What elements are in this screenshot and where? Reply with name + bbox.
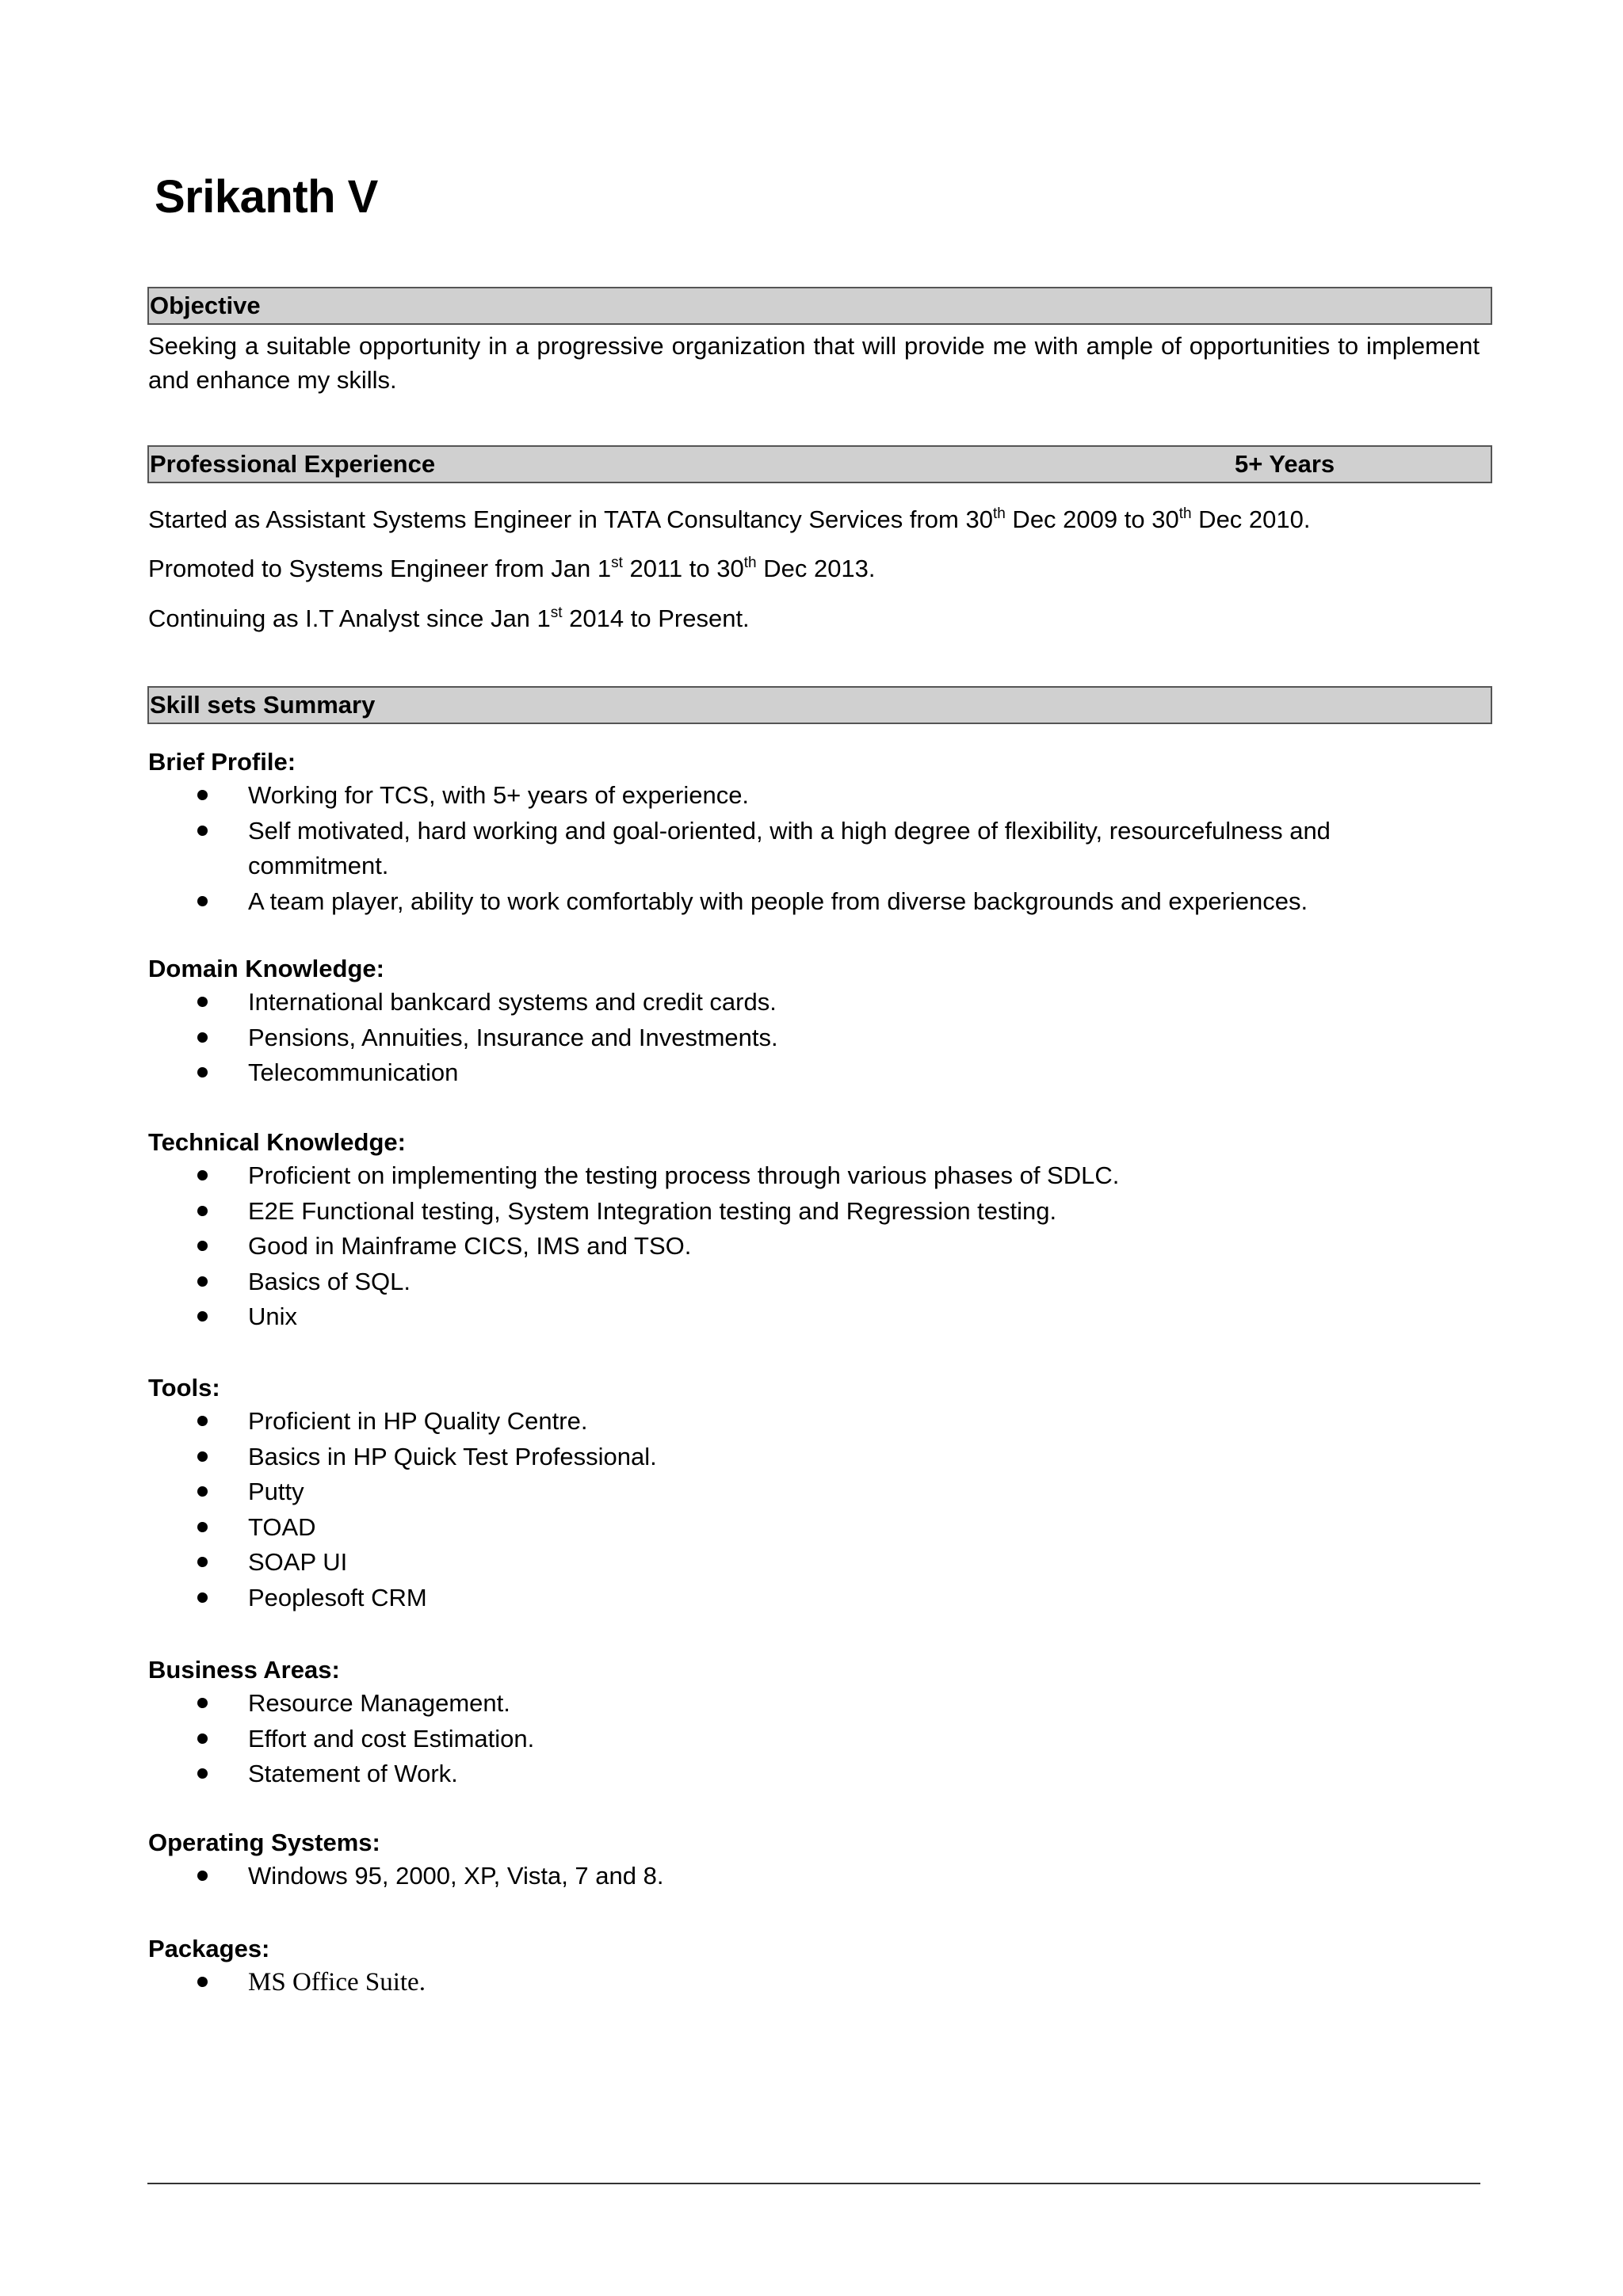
brief-profile-label: Brief Profile: [148,748,296,776]
candidate-name: Srikanth V [155,171,378,223]
objective-heading-bar [147,287,1492,325]
skills-heading-bar [147,686,1492,724]
bullet-icon [197,1451,208,1462]
bullet-icon [197,1977,208,1987]
technical-knowledge-label: Technical Knowledge: [148,1128,406,1156]
bullet-icon [197,1557,208,1567]
technical-knowledge-list [148,1158,1448,1335]
tools-list [148,1404,1448,1615]
domain-knowledge-list [148,985,1448,1091]
bullet-icon [197,1206,208,1216]
bullet-icon [197,1522,208,1532]
bullet-icon [197,1698,208,1708]
bullet-icon [197,826,208,836]
bullet-icon [197,1871,208,1881]
bullet-icon [197,1067,208,1077]
bullet-icon [197,1486,208,1497]
experience-heading-bar [147,445,1492,483]
skills-heading: Skill sets Summary [150,691,376,719]
list-item: Effort and cost Estimation. [148,1722,1448,1757]
bullet-icon [197,1416,208,1426]
bullet-icon [197,1241,208,1251]
packages-label: Packages: [148,1935,270,1962]
list-item: Pensions, Annuities, Insurance and Investments. [148,1020,1448,1056]
list-item: TOAD [148,1510,1448,1546]
bullet-icon [197,1768,208,1779]
list-item: Basics in HP Quick Test Professional. [148,1440,1448,1475]
list-item: SOAP UI [148,1545,1448,1581]
list-item: Peoplesoft CRM [148,1581,1448,1616]
list-item: Unix [148,1299,1448,1335]
list-item: Self motivated, hard working and goal-oriented, with a high degree of flexibility, resourcefulness and commitment. [148,814,1448,884]
bullet-icon [197,1592,208,1603]
experience-line: Started as Assistant Systems Engineer in TATA Consultancy Services from 30th Dec 2009 to 30th Dec 2010. [148,505,1311,533]
business-areas-list [148,1686,1448,1792]
list-item: Proficient on implementing the testing process through various phases of SDLC. [148,1158,1448,1194]
domain-knowledge-label: Domain Knowledge: [148,955,384,982]
list-item: Proficient in HP Quality Centre. [148,1404,1448,1440]
operating-systems-list [148,1859,1448,1894]
bullet-icon [197,790,208,800]
list-item: A team player, ability to work comfortably with people from diverse backgrounds and experiences. [148,884,1448,920]
bullet-icon [197,1733,208,1744]
list-item: Basics of SQL. [148,1264,1448,1300]
list-item: Working for TCS, with 5+ years of experience. [148,778,1448,814]
operating-systems-label: Operating Systems: [148,1829,380,1856]
objective-heading: Objective [150,292,261,319]
list-item: Putty [148,1474,1448,1510]
bullet-icon [197,1311,208,1322]
bullet-icon [197,1170,208,1180]
list-item: Resource Management. [148,1686,1448,1722]
packages-list [148,1965,1448,2000]
bullet-icon [197,896,208,906]
list-item: Good in Mainframe CICS, IMS and TSO. [148,1229,1448,1264]
business-areas-label: Business Areas: [148,1656,340,1684]
footer-divider [147,2183,1480,2184]
bullet-icon [197,997,208,1007]
list-item: MS Office Suite. [148,1965,1448,2000]
brief-profile-list [148,778,1448,919]
objective-text: Seeking a suitable opportunity in a progressive organization that will provide me with ample of opportunities to implement and enhance my skills. [148,332,1480,394]
experience-heading: Professional Experience [150,450,436,478]
bullet-icon [197,1032,208,1043]
experience-line: Continuing as I.T Analyst since Jan 1st 2014 to Present. [148,605,750,632]
list-item: Windows 95, 2000, XP, Vista, 7 and 8. [148,1859,1448,1894]
list-item: Statement of Work. [148,1756,1448,1792]
list-item: E2E Functional testing, System Integration testing and Regression testing. [148,1194,1448,1230]
experience-years: 5+ Years [1235,450,1335,478]
bullet-icon [197,1276,208,1287]
list-item: International bankcard systems and credit cards. [148,985,1448,1020]
experience-line: Promoted to Systems Engineer from Jan 1st 2011 to 30th Dec 2013. [148,555,876,582]
list-item: Telecommunication [148,1055,1448,1091]
tools-label: Tools: [148,1374,220,1402]
